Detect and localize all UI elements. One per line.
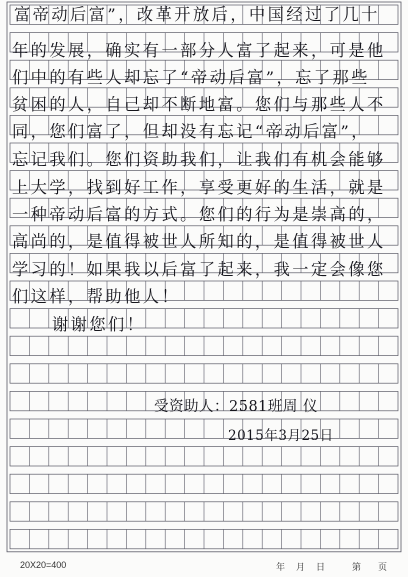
letter-line-5: 同，您们富了，但却没有忘记“帝动后富”， <box>12 122 370 141</box>
letter-line-12: 谢谢您们！ <box>52 315 146 334</box>
letter-line-1: 富帝动后富”，改革开放后，中国经过了几十 <box>14 5 380 24</box>
letter-line-9: 高尚的，是值得被世人所知的，是值得被世人 <box>12 232 386 251</box>
letter-line-8: 一种帝动后富的方式。您们的行为是崇高的， <box>12 205 386 224</box>
letter-line-11: 们这样，帮助他人！ <box>12 287 181 306</box>
letter-date: 2015年3月25日 <box>228 428 334 444</box>
signature: 受资助人：2581班周 仪 <box>154 399 319 415</box>
grid-size-label: 20X20=400 <box>20 560 67 570</box>
footer-day-label: 日 <box>316 562 326 572</box>
footer-page-suffix: 页 <box>378 562 388 572</box>
footer-year-label: 年 <box>276 562 286 572</box>
letter-line-10: 学习的！如果我以后富了起来，我一定会像您 <box>12 260 386 279</box>
letter-line-2: 年的发展，确实有一部分人富了起来，可是他 <box>12 41 386 60</box>
letter-line-4: 贫困的人，自己却不断地富。您们与那些人不 <box>12 95 386 114</box>
letter-line-7: 上大学，找到好工作，享受更好的生活，就是 <box>12 178 386 197</box>
letter-line-6: 忘记我们。您们资助我们，让我们有机会能够 <box>12 150 386 169</box>
footer-month-label: 月 <box>296 562 306 572</box>
letter-line-3: 们中的有些人却忘了“帝动后富”，忘了那些 <box>12 68 370 87</box>
footer-page-prefix: 第 <box>352 562 362 572</box>
